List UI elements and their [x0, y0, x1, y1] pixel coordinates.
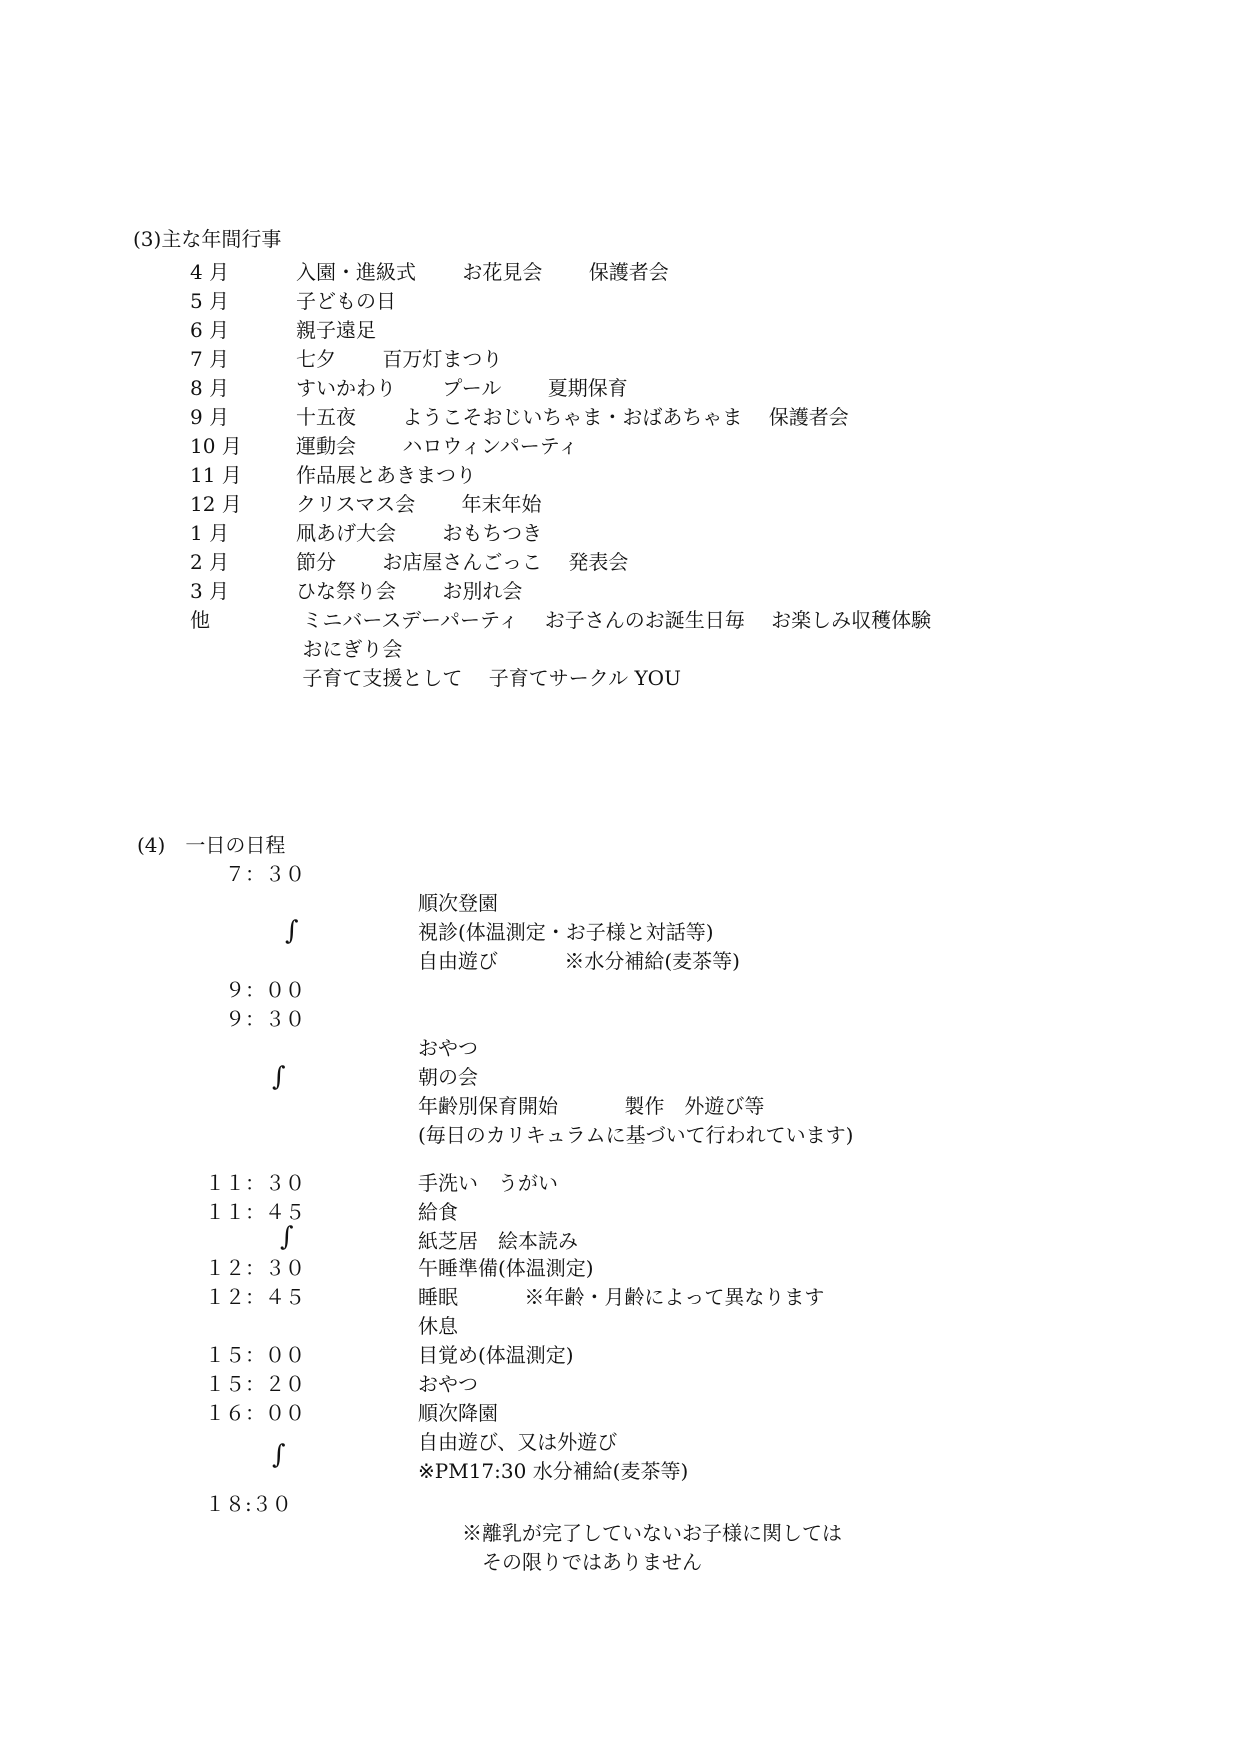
event-items: 親子遠足	[296, 318, 376, 342]
event-month: 4 月	[190, 260, 230, 284]
schedule-activity: 睡眠 ※年齢・月齢によって異なります	[418, 1285, 825, 1309]
schedule-time: ７：３０	[225, 862, 305, 886]
schedule-activity: ※PM17:30 水分補給(麦茶等)	[418, 1459, 689, 1483]
schedule-activity: 休息	[418, 1314, 458, 1338]
schedule-time: １２：４５	[205, 1285, 305, 1309]
schedule-activity: おやつ	[418, 1036, 478, 1060]
event-month: 12 月	[190, 492, 242, 516]
event-items-continued: 子育て支援として 子育てサークル YOU	[296, 666, 681, 690]
schedule-time: １８:３０	[205, 1492, 292, 1516]
schedule-activity: 自由遊び、又は外遊び	[418, 1430, 618, 1454]
schedule-activity: 年齢別保育開始 製作 外遊び等	[418, 1094, 765, 1118]
schedule-time: １１：４５	[205, 1200, 305, 1224]
event-items: 子どもの日	[296, 289, 396, 313]
schedule-note: その限りではありません	[462, 1550, 702, 1574]
event-month: 7 月	[190, 347, 230, 371]
schedule-time: １６：００	[205, 1401, 305, 1425]
event-month: 5 月	[190, 289, 230, 313]
event-month: 11 月	[190, 463, 242, 487]
event-items: 運動会 ハロウィンパーティ	[296, 434, 579, 458]
range-tilde-icon: ∫	[285, 916, 299, 946]
event-items: ひな祭り会 お別れ会	[296, 579, 523, 603]
event-month: 9 月	[190, 405, 230, 429]
schedule-activity: 朝の会	[418, 1065, 478, 1089]
event-items: 節分 お店屋さんごっこ 発表会	[296, 550, 629, 574]
schedule-time: ９：００	[225, 978, 305, 1002]
event-items: 七夕 百万灯まつり	[296, 347, 503, 371]
event-items: 作品展とあきまつり	[296, 463, 476, 487]
event-items: 十五夜 ようこそおじいちゃま・おばあちゃま 保護者会	[296, 405, 849, 429]
event-month: 他	[190, 608, 210, 632]
daily-schedule-heading: (4) 一日の日程	[137, 833, 286, 857]
schedule-time: １１：３０	[205, 1171, 305, 1195]
schedule-note: ※離乳が完了していないお子様に関しては	[462, 1521, 842, 1545]
range-tilde-icon: ∫	[280, 1222, 294, 1252]
schedule-activity: 視診(体温測定・お子様と対話等)	[418, 920, 714, 944]
schedule-activity: 手洗い うがい	[418, 1171, 558, 1195]
schedule-activity: おやつ	[418, 1372, 478, 1396]
event-month: 10 月	[190, 434, 242, 458]
range-tilde-icon: ∫	[272, 1062, 286, 1092]
range-tilde-icon: ∫	[272, 1440, 286, 1470]
schedule-time: ９：３０	[225, 1007, 305, 1031]
event-month: 6 月	[190, 318, 230, 342]
schedule-activity: 順次降園	[418, 1401, 498, 1425]
event-month: 3 月	[190, 579, 230, 603]
event-items: すいかわり プール 夏期保育	[296, 376, 628, 400]
event-items: 凧あげ大会 おもちつき	[296, 521, 543, 545]
schedule-time: １２：３０	[205, 1256, 305, 1280]
schedule-time: １５：２０	[205, 1372, 305, 1396]
event-items: クリスマス会 年末年始	[296, 492, 542, 516]
schedule-activity: 自由遊び ※水分補給(麦茶等)	[418, 949, 740, 973]
schedule-activity: 給食	[418, 1200, 458, 1224]
schedule-activity: 午睡準備(体温測定)	[418, 1256, 594, 1280]
schedule-activity: 紙芝居 絵本読み	[418, 1229, 578, 1253]
event-items-continued: おにぎり会	[296, 637, 403, 661]
event-items: 入園・進級式 お花見会 保護者会	[296, 260, 669, 284]
schedule-activity: (毎日のカリキュラムに基づいて行われています)	[418, 1123, 854, 1147]
schedule-activity: 目覚め(体温測定)	[418, 1343, 574, 1367]
schedule-time: １５：００	[205, 1343, 305, 1367]
schedule-activity: 順次登園	[418, 891, 498, 915]
event-items: ミニバースデーパーティ お子さんのお誕生日毎 お楽しみ収穫体験	[296, 608, 932, 632]
event-month: 1 月	[190, 521, 230, 545]
annual-events-heading: (3)主な年間行事	[133, 227, 282, 251]
event-month: 8 月	[190, 376, 230, 400]
event-month: 2 月	[190, 550, 230, 574]
